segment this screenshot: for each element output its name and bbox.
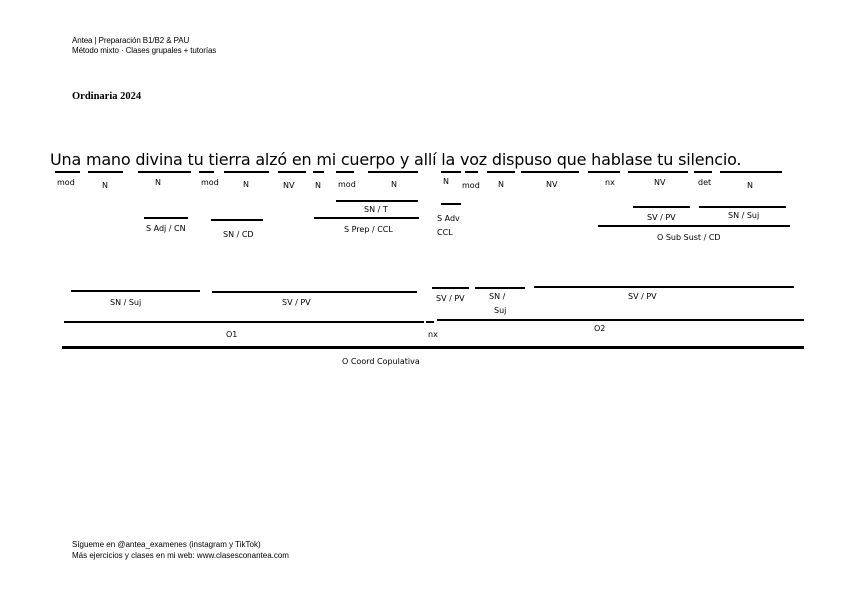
clause-label: O1 bbox=[226, 330, 238, 339]
phrase-underline bbox=[336, 200, 418, 202]
phrase-underline bbox=[211, 219, 263, 221]
phrase-underline bbox=[314, 217, 419, 219]
word-label: N bbox=[243, 180, 249, 189]
word-label: N bbox=[315, 181, 321, 190]
word-label: N bbox=[155, 178, 161, 187]
word-label: NV bbox=[654, 178, 666, 187]
exam-title: Ordinaria 2024 bbox=[72, 91, 142, 102]
clause-underline bbox=[71, 290, 200, 292]
word-label: N bbox=[102, 181, 108, 190]
clause-label: SV / PV bbox=[628, 292, 657, 301]
underline-mark bbox=[441, 171, 461, 173]
phrase-label: O Sub Sust / CD bbox=[657, 233, 721, 242]
phrase-underline bbox=[144, 217, 188, 219]
clause-underline bbox=[475, 287, 525, 289]
underline-mark bbox=[588, 171, 620, 173]
word-label: NV bbox=[283, 181, 295, 190]
word-label: det bbox=[698, 178, 712, 187]
clause-label: O Coord Copulativa bbox=[342, 357, 420, 366]
phrase-underline bbox=[633, 206, 690, 208]
clause-label: SN / Suj bbox=[110, 298, 142, 307]
phrase-underline bbox=[598, 225, 790, 227]
phrase-label: S Adv bbox=[437, 214, 460, 223]
analyzed-sentence: Una mano divina tu tierra alzó en mi cuerpo y allí la voz dispuso que hablase tu silencio. bbox=[50, 150, 742, 169]
underline-mark bbox=[138, 171, 191, 173]
header-line-1: Antea | Preparación B1/B2 & PAU bbox=[72, 36, 190, 45]
clause-label: SV / PV bbox=[436, 294, 465, 303]
underline-mark bbox=[336, 171, 354, 173]
clause-underline bbox=[432, 287, 469, 289]
word-label: mod bbox=[201, 178, 219, 187]
clause-underline bbox=[426, 321, 434, 323]
header-line-2: Método mixto · Clases grupales + tutorías bbox=[72, 46, 217, 55]
footer-line-2: Más ejercicios y clases en mi web: www.clasesconantea.com bbox=[72, 551, 289, 560]
underline-mark bbox=[313, 171, 324, 173]
underline-mark bbox=[628, 171, 688, 173]
clause-underline bbox=[62, 346, 804, 349]
clause-underline bbox=[64, 321, 424, 323]
underline-mark bbox=[278, 171, 306, 173]
underline-mark bbox=[694, 171, 712, 173]
word-label: N bbox=[443, 177, 449, 186]
clause-label: Suj bbox=[494, 306, 507, 315]
underline-mark bbox=[465, 171, 478, 173]
phrase-label: SV / PV bbox=[647, 213, 676, 222]
word-label: mod bbox=[462, 181, 480, 190]
word-label: N bbox=[391, 180, 397, 189]
word-label: NV bbox=[546, 180, 558, 189]
word-label: N bbox=[747, 181, 753, 190]
clause-label: SV / PV bbox=[282, 298, 311, 307]
clause-label: O2 bbox=[594, 324, 606, 333]
word-label: N bbox=[498, 180, 504, 189]
phrase-label: CCL bbox=[437, 228, 453, 237]
word-label: nx bbox=[605, 178, 615, 187]
clause-label: SN / bbox=[489, 292, 506, 301]
clause-underline bbox=[437, 319, 804, 321]
underline-mark bbox=[55, 171, 80, 173]
phrase-underline bbox=[441, 203, 461, 205]
underline-mark bbox=[88, 171, 123, 173]
underline-mark bbox=[521, 171, 579, 173]
phrase-label: S Adj / CN bbox=[146, 224, 186, 233]
underline-mark bbox=[487, 171, 515, 173]
footer-line-1: Sígueme en @antea_examenes (instagram y TikTok) bbox=[72, 540, 261, 549]
clause-underline bbox=[534, 286, 794, 288]
word-label: mod bbox=[57, 178, 75, 187]
phrase-label: SN / CD bbox=[223, 230, 254, 239]
word-label: mod bbox=[338, 180, 356, 189]
clause-underline bbox=[212, 291, 417, 293]
phrase-label: S Prep / CCL bbox=[344, 225, 393, 234]
underline-mark bbox=[199, 171, 214, 173]
underline-mark bbox=[720, 171, 782, 173]
underline-mark bbox=[368, 171, 418, 173]
phrase-label: SN / T bbox=[364, 205, 388, 214]
phrase-label: SN / Suj bbox=[728, 211, 760, 220]
phrase-underline bbox=[699, 206, 786, 208]
clause-label: nx bbox=[428, 330, 438, 339]
underline-mark bbox=[224, 171, 269, 173]
